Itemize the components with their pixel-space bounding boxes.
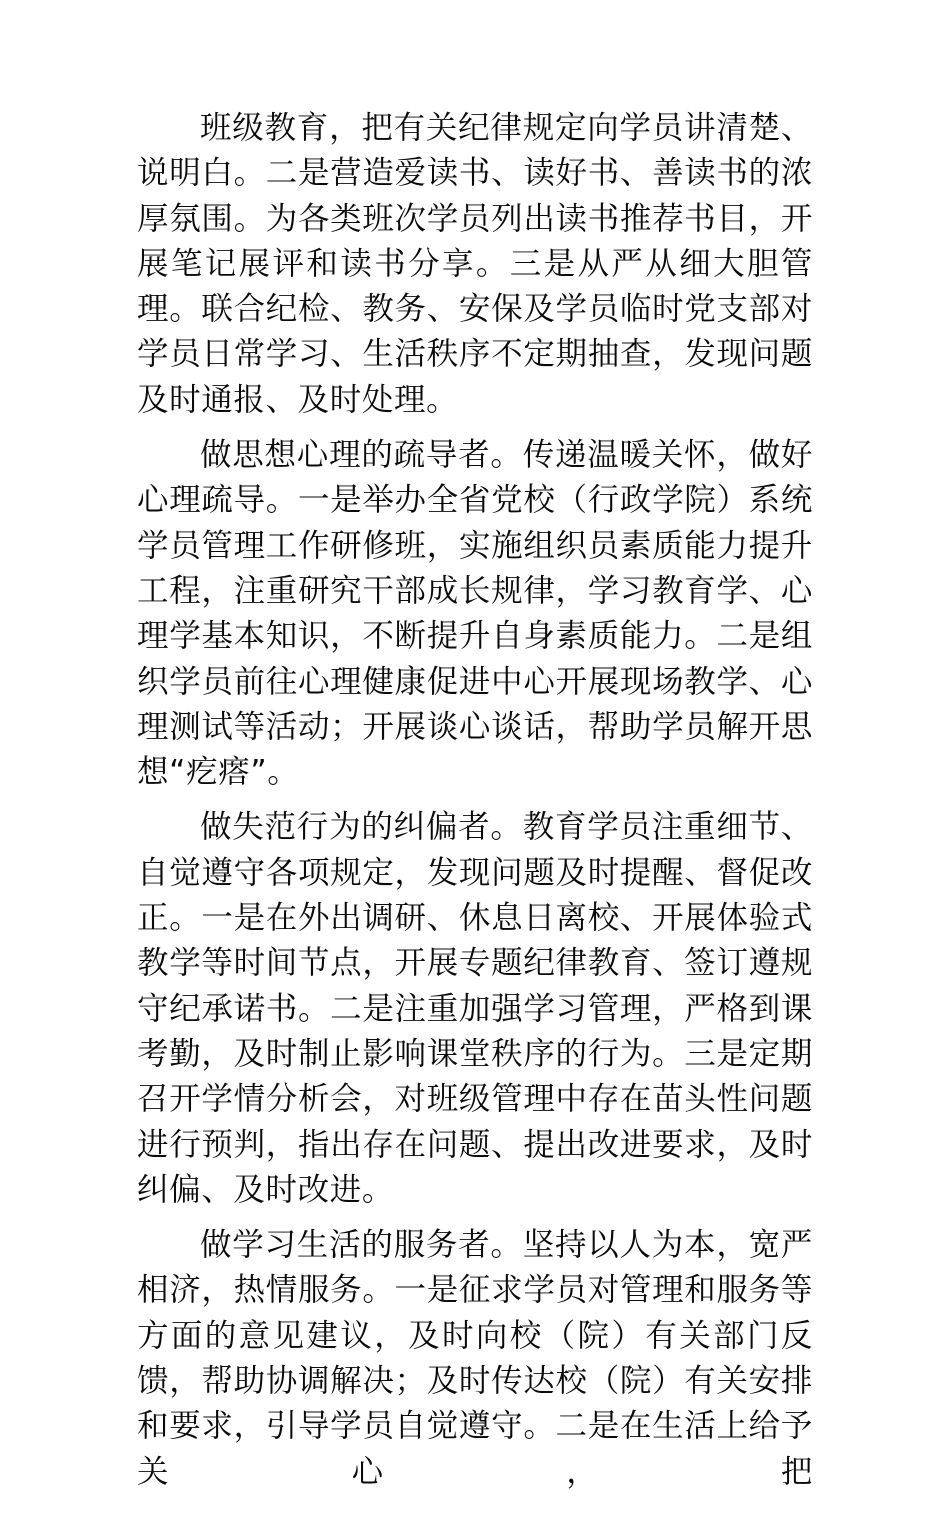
body-paragraph-1: 班级教育，把有关纪律规定向学员讲清楚、说明白。二是营造爱读书、读好书、善读书的浓厚氛围。为各类班次学员列出读书推荐书目，开展笔记展评和读书分享。三是从严从细大胆管理。联合纪检、教务、安保及学员临时党支部对学员日常学习、生活秩序不定期抽查，发现问题及时通报、及时处理。 [137,110,813,418]
body-text-column [137,106,813,1540]
body-paragraph-2: 做思想心理的疏导者。传递温暖关怀，做好心理疏导。一是举办全省党校（行政学院）系统学员管理工作研修班，实施组织员素质能力提升工程，注重研究干部成长规律，学习教育学、心理学基本知识，不断提升自身素质能力。二是组织学员前往心理健康促进中心开展现场教学、心理测试等活动；开展谈心谈话，帮助学员解开思想“疙瘩”。 [137,437,813,791]
body-paragraph-4: 做学习生活的服务者。坚持以人为本，宽严相济，热情服务。一是征求学员对管理和服务等方面的意见建议，及时向校（院）有关部门反馈，帮助协调解决；及时传达校（院）有关安排和要求，引导学员自觉遵守。二是在生活上给予关心，把 [137,1227,813,1490]
body-paragraph-3: 做失范行为的纠偏者。教育学员注重细节、自觉遵守各项规定，发现问题及时提醒、督促改正。一是在外出调研、休息日离校、开展体验式教学等时间节点，开展专题纪律教育、签订遵规守纪承诺书。二是注重加强学习管理，严格到课考勤，及时制止影响课堂秩序的行为。三是定期召开学情分析会，对班级管理中存在苗头性问题进行预判，指出存在问题、提出改进要求，及时纠偏、及时改进。 [137,809,813,1208]
